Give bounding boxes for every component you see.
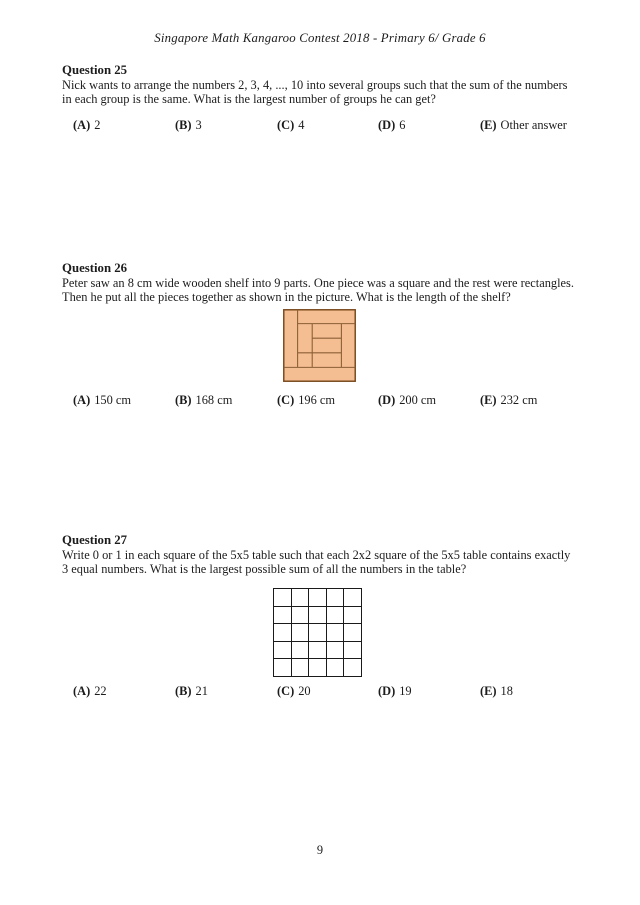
q25-option-a: [73, 118, 100, 133]
q26-option-d: [378, 393, 436, 408]
q27-option-b: [175, 684, 208, 699]
q26-option-e: [480, 393, 537, 408]
option-value: 19: [399, 684, 412, 698]
option-label: (D): [378, 118, 396, 132]
grid-cell: [327, 589, 345, 607]
grid-cell: [327, 659, 345, 677]
grid-cell: [344, 659, 362, 677]
q27-option-e: [480, 684, 513, 699]
grid-cell: [344, 589, 362, 607]
option-value: 168 cm: [195, 393, 233, 407]
grid-cell: [327, 642, 345, 660]
option-label: (A): [73, 393, 91, 407]
question-26-title: Question 26: [62, 261, 128, 275]
option-label: (B): [175, 393, 192, 407]
grid-cell: [292, 642, 310, 660]
q27-option-a: [73, 684, 107, 699]
question-25-text-line1: Nick wants to arrange the numbers 2, 3, 4, ..., 10 into several groups such that the sum of the numbers: [62, 78, 568, 92]
question-27-options-row: [0, 684, 640, 700]
option-label: (E): [480, 118, 497, 132]
option-value: 196 cm: [298, 393, 336, 407]
question-26-text-line2: Then he put all the pieces together as shown in the picture. What is the length of the shelf?: [62, 290, 511, 305]
option-value: 22: [94, 684, 107, 698]
question-26-options-row: [0, 393, 640, 409]
question-27-text-line2: 3 equal numbers. What is the largest possible sum of all the numbers in the table?: [62, 562, 467, 577]
option-label: (C): [277, 393, 295, 407]
grid-cell: [344, 607, 362, 625]
question-26-text-line1: Peter saw an 8 cm wide wooden shelf into 9 parts. One piece was a square and the rest were rectangles.: [62, 276, 574, 290]
option-value: Other answer: [500, 118, 567, 132]
grid-cell: [274, 659, 292, 677]
grid-cell: [292, 589, 310, 607]
question-27-title: Question 27: [62, 533, 128, 547]
option-value: 4: [298, 118, 305, 132]
grid-cell: [327, 607, 345, 625]
option-label: (B): [175, 118, 192, 132]
option-label: (C): [277, 684, 295, 698]
grid-cell: [309, 659, 327, 677]
option-label: (D): [378, 684, 396, 698]
grid-cell: [327, 624, 345, 642]
q27-option-c: [277, 684, 311, 699]
grid-cell: [344, 642, 362, 660]
grid-cell: [292, 607, 310, 625]
page-number: 9: [316, 843, 324, 857]
question-25-block: [62, 63, 586, 106]
grid-cell: [309, 589, 327, 607]
option-value: 200 cm: [399, 393, 437, 407]
option-label: (A): [73, 118, 91, 132]
q26-option-c: [277, 393, 335, 408]
option-value: 150 cm: [94, 393, 132, 407]
page-header-title: Singapore Math Kangaroo Contest 2018 - Primary 6/ Grade 6: [154, 31, 486, 45]
q27-option-d: [378, 684, 412, 699]
option-value: 232 cm: [500, 393, 538, 407]
figure-square-background: [284, 310, 355, 381]
question-25-title: Question 25: [62, 63, 128, 77]
option-value: 18: [500, 684, 513, 698]
option-label: (B): [175, 684, 192, 698]
option-label: (A): [73, 684, 91, 698]
option-value: 6: [399, 118, 406, 132]
option-label: (E): [480, 393, 497, 407]
answer-grid-5x5: [273, 588, 362, 677]
question-25-options-row: [0, 118, 640, 134]
question-27-text-line1: Write 0 or 1 in each square of the 5x5 table such that each 2x2 square of the 5x5 table contains exactly: [62, 548, 571, 562]
q25-option-d: [378, 118, 405, 133]
question-27-block: [62, 533, 586, 576]
q25-option-c: [277, 118, 304, 133]
grid-cell: [309, 607, 327, 625]
option-value: 3: [195, 118, 202, 132]
shelf-pieces-svg: [283, 309, 356, 382]
grid-cell: [344, 624, 362, 642]
option-value: 2: [94, 118, 101, 132]
q25-option-e: [480, 118, 567, 133]
q25-option-b: [175, 118, 202, 133]
grid-cell: [292, 624, 310, 642]
q26-option-a: [73, 393, 131, 408]
question-26-block: [62, 261, 586, 304]
grid-cell: [309, 642, 327, 660]
grid-cell: [309, 624, 327, 642]
option-label: (E): [480, 684, 497, 698]
shelf-pieces-figure: [283, 309, 356, 382]
option-value: 20: [298, 684, 311, 698]
grid-cell: [274, 607, 292, 625]
option-value: 21: [195, 684, 208, 698]
grid-cell: [274, 642, 292, 660]
q26-option-b: [175, 393, 232, 408]
grid-cell: [274, 624, 292, 642]
grid-cell: [292, 659, 310, 677]
option-label: (C): [277, 118, 295, 132]
grid-cell: [274, 589, 292, 607]
option-label: (D): [378, 393, 396, 407]
question-25-text-line2: in each group is the same. What is the largest number of groups he can get?: [62, 92, 436, 107]
